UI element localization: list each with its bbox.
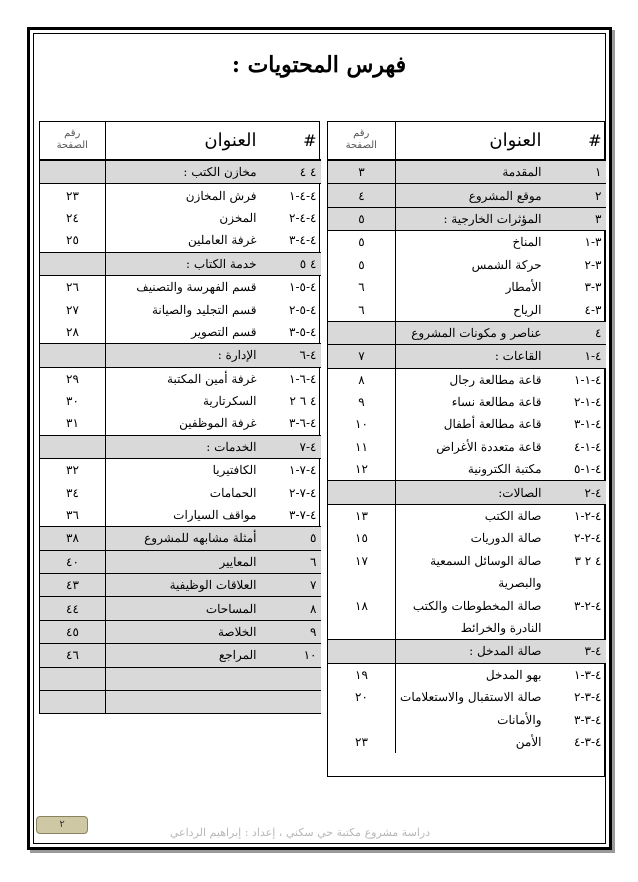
entry-number: ٣-٢ (584, 257, 602, 272)
entry-title: مخازن الكتب : (106, 160, 261, 184)
header-page: رقم الصفحة (40, 121, 106, 160)
toc-row (328, 345, 606, 368)
entry-number: ٤-٤-١ (289, 188, 317, 203)
entry-number: ٤-١-١ (574, 372, 602, 387)
toc-row (328, 527, 606, 549)
entry-number (546, 572, 606, 594)
entry-page: ٥ (328, 254, 396, 276)
toc-row (328, 391, 606, 413)
entry-number: ٥ (261, 527, 321, 550)
toc-row (40, 597, 321, 620)
entry-title: المناخ (512, 235, 542, 250)
entry-title: قاعة مطالعة رجال (449, 372, 542, 387)
toc-row (328, 413, 606, 435)
entry-number: ٤-٣-٣ (574, 712, 602, 727)
entry-title: المساحات (106, 597, 261, 620)
toc-row (40, 412, 321, 435)
entry-title: قسم التصوير (191, 324, 257, 339)
entry-title: قاعة مطالعة أطفال (443, 417, 542, 432)
toc-row (328, 550, 606, 572)
entry-page: ٤٤ (40, 597, 106, 620)
toc-row (328, 321, 606, 344)
entry-title: المخزن (219, 210, 257, 225)
toc-row (328, 184, 606, 207)
entry-title: صالة المدخل : (396, 640, 546, 663)
entry-title: والبصرية (498, 576, 542, 591)
entry-number (261, 667, 321, 690)
entry-page: ٢٧ (40, 298, 106, 320)
entry-number: ٤-٧-١ (289, 463, 317, 478)
entry-number: ٣ (546, 207, 606, 230)
entry-title: موقع المشروع (396, 184, 546, 207)
toc-row (40, 344, 321, 367)
toc-row (328, 298, 606, 321)
entry-title: صالة الوسائل السمعية (430, 553, 542, 568)
entry-title: الخلاصة (106, 620, 261, 643)
entry-page: ١٩ (328, 663, 396, 686)
header-num: # (261, 121, 321, 160)
entry-title: قسم التجليد والصيانة (151, 302, 257, 317)
entry-page: ٢٤ (40, 207, 106, 229)
entry-number: ٤ ٢ ٣ (574, 553, 602, 568)
entry-page: ١٧ (328, 550, 396, 572)
toc-row (40, 504, 321, 527)
entry-title: أمثلة مشابهه للمشروع (106, 527, 261, 550)
toc-row (40, 321, 321, 344)
entry-number: ١٠ (261, 644, 321, 667)
entry-number: ٤-٦-٣ (289, 416, 317, 431)
entry-number: ٤-٥-٢ (289, 302, 317, 317)
entry-number: ٤ ٦ ٢ (289, 394, 317, 409)
entry-page (328, 321, 396, 344)
toc-row (328, 254, 606, 276)
entry-title: عناصر و مكونات المشروع (396, 321, 546, 344)
entry-page: ٤٣ (40, 574, 106, 597)
toc-row (328, 594, 606, 616)
entry-title: غرفة أمين المكتبة (167, 371, 257, 386)
toc-row (40, 550, 321, 573)
entry-title: مواقف السيارات (173, 508, 257, 523)
entry-number: ٤-١ (546, 345, 606, 368)
toc-row (328, 160, 606, 184)
toc-row (40, 690, 321, 713)
toc-row (40, 367, 321, 390)
toc-row (328, 436, 606, 458)
entry-page: ٢٨ (40, 321, 106, 344)
toc-row (40, 275, 321, 298)
entry-page: ٣٤ (40, 481, 106, 503)
entry-title: بهو المدخل (485, 667, 542, 682)
entry-title: الحمامات (209, 485, 257, 500)
toc-row (40, 574, 321, 597)
entry-number: ١ (546, 160, 606, 184)
entry-number: ٤-١-٢ (574, 395, 602, 410)
toc-row (328, 572, 606, 594)
entry-title: حركة الشمس (471, 257, 542, 272)
toc-row (40, 298, 321, 320)
toc-row (328, 231, 606, 254)
entry-number: ٤-١-٥ (574, 462, 602, 477)
entry-title (106, 667, 261, 690)
entry-title: الرياح (513, 302, 542, 317)
entry-title: المعايير (106, 550, 261, 573)
entry-page: ٣٢ (40, 459, 106, 482)
entry-page: ٤٦ (40, 644, 106, 667)
entry-page: ٢٣ (328, 731, 396, 753)
entry-number: ٤-٤-٣ (289, 233, 317, 248)
entry-number: ٤-٧-٣ (289, 508, 317, 523)
entry-page: ٦ (328, 276, 396, 298)
entry-number: ٤-٧ (261, 435, 321, 458)
entry-page (328, 708, 396, 730)
entry-number: ٤-٣-١ (574, 667, 602, 682)
entry-number: ٩ (261, 620, 321, 643)
entry-title: قسم الفهرسة والتصنيف (136, 280, 257, 295)
toc-row (328, 663, 606, 686)
toc-row (328, 276, 606, 298)
toc-row (328, 731, 606, 753)
toc-row (40, 184, 321, 207)
entry-title: المقدمة (396, 160, 546, 184)
toc-row (328, 458, 606, 481)
entry-number: ٤-٤-٢ (289, 210, 317, 225)
entry-title: الكافتيريا (212, 463, 257, 478)
entry-title: فرش المخازن (185, 188, 257, 203)
entry-title: صالة الدوريات (470, 531, 542, 546)
entry-page (40, 252, 106, 275)
page-number-badge: ٢ (36, 816, 88, 834)
toc-row (328, 368, 606, 391)
entry-page: ٥ (328, 231, 396, 254)
entry-title: والأمانات (497, 712, 542, 727)
entry-page: ١٨ (328, 594, 396, 616)
entry-number: ٦ (261, 550, 321, 573)
entry-page: ١٠ (328, 413, 396, 435)
toc-row (40, 644, 321, 667)
toc-row (40, 390, 321, 412)
entry-number: ٤-٢-٣ (574, 598, 602, 613)
entry-page: ١٢ (328, 458, 396, 481)
toc-row (328, 617, 606, 640)
entry-page: ٣٨ (40, 527, 106, 550)
entry-title (106, 690, 261, 713)
entry-title: غرفة الموظفين (179, 416, 257, 431)
entry-page: ٤٠ (40, 550, 106, 573)
toc-row (40, 481, 321, 503)
entry-page: ٤ (328, 184, 396, 207)
entry-page (40, 435, 106, 458)
entry-number: ٣-٤ (584, 302, 602, 317)
entry-page: ٩ (328, 391, 396, 413)
entry-page: ١١ (328, 436, 396, 458)
page-title: فهرس المحتويات : (231, 52, 407, 78)
toc-row (328, 481, 606, 504)
entry-number (546, 617, 606, 640)
header-title: العنوان (396, 121, 546, 160)
entry-title: مكتبة الكترونية (467, 462, 542, 477)
entry-number: ٧ (261, 574, 321, 597)
entry-page: ١٣ (328, 504, 396, 527)
entry-page: ٢٠ (328, 686, 396, 708)
entry-title: الإدارة : (106, 344, 261, 367)
header-num: # (546, 121, 606, 160)
entry-number: ٤-٦ (261, 344, 321, 367)
entry-title: الأمن (515, 734, 542, 749)
entry-page: ٤٥ (40, 620, 106, 643)
toc-row (40, 207, 321, 229)
entry-page (40, 667, 106, 690)
entry-page: ٧ (328, 345, 396, 368)
entry-number: ٤ (546, 321, 606, 344)
entry-title: قاعة مطالعة نساء (451, 395, 542, 410)
entry-number: ٤-٣-٢ (574, 690, 602, 705)
toc-table-right (327, 121, 606, 753)
entry-title: صالة الاستقبال والاستعلامات (400, 690, 542, 705)
entry-number: ٢ (546, 184, 606, 207)
toc-row (328, 207, 606, 230)
entry-page (40, 344, 106, 367)
entry-page: ٦ (328, 298, 396, 321)
entry-page: ٢٣ (40, 184, 106, 207)
entry-number (261, 690, 321, 713)
toc-row (328, 686, 606, 708)
entry-title: خدمة الكتاب : (106, 252, 261, 275)
entry-page (40, 160, 106, 184)
entry-number: ٤-٥-٣ (289, 324, 317, 339)
toc-row (40, 229, 321, 252)
entry-number: ٤-٥-١ (289, 280, 317, 295)
entry-number: ٨ (261, 597, 321, 620)
entry-title: صالة الكتب (484, 509, 542, 524)
entry-title: الصالات: (396, 481, 546, 504)
table-header-row (40, 121, 321, 160)
toc-row (328, 640, 606, 663)
entry-number: ٣-١ (584, 235, 602, 250)
entry-title: السكرتارية (202, 394, 257, 409)
entry-number: ٤-٢-١ (574, 509, 602, 524)
entry-page (328, 640, 396, 663)
entry-title: غرفة العاملين (188, 233, 257, 248)
entry-page: ٢٩ (40, 367, 106, 390)
toc-row (328, 504, 606, 527)
entry-number: ٤-١-٣ (574, 417, 602, 432)
entry-title: العلاقات الوظيفية (106, 574, 261, 597)
entry-title: المراجع (106, 644, 261, 667)
header-page: رقم الصفحة (328, 121, 396, 160)
toc-row (40, 435, 321, 458)
entry-number: ٤ ٤ (261, 160, 321, 184)
entry-number: ٤-٢-٢ (574, 531, 602, 546)
toc-row (40, 667, 321, 690)
header-title: العنوان (106, 121, 261, 160)
entry-title: النادرة والخرائط (460, 621, 542, 635)
entry-page: ٥ (328, 207, 396, 230)
footer-credit: دراسة مشروع مكتبة حي سكني ، إعداد : إبراهيم الرداعي (169, 826, 431, 839)
entry-page: ٢٦ (40, 275, 106, 298)
entry-title: قاعة متعددة الأغراض (436, 439, 542, 454)
table-header-row (328, 121, 606, 160)
entry-page: ١٥ (328, 527, 396, 549)
entry-title: الأمطار (505, 280, 542, 295)
entry-number: ٤-٦-١ (289, 371, 317, 386)
entry-page: ٣٠ (40, 390, 106, 412)
toc-row (40, 160, 321, 184)
entry-number: ٤-٧-٢ (289, 485, 317, 500)
toc-row (40, 459, 321, 482)
entry-number: ٤ ٥ (261, 252, 321, 275)
entry-page: ٣ (328, 160, 396, 184)
entry-number: ٤-٣ (546, 640, 606, 663)
toc-row (40, 620, 321, 643)
entry-title: القاعات : (396, 345, 546, 368)
entry-title: صالة المخطوطات والكتب (412, 598, 542, 613)
entry-page (328, 481, 396, 504)
entry-page: ٣٦ (40, 504, 106, 527)
entry-title: المؤثرات الخارجية : (396, 207, 546, 230)
toc-row (328, 708, 606, 730)
entry-page: ٣١ (40, 412, 106, 435)
entry-page (328, 572, 396, 594)
toc-table-left (39, 121, 321, 714)
entry-title: الخدمات : (106, 435, 261, 458)
toc-row (40, 527, 321, 550)
entry-page: ٢٥ (40, 229, 106, 252)
entry-page: ٨ (328, 368, 396, 391)
entry-number: ٤-٢ (546, 481, 606, 504)
entry-number: ٤-٣-٤ (574, 734, 602, 749)
entry-number: ٣-٣ (584, 280, 602, 295)
entry-number: ٤-١-٤ (574, 439, 602, 454)
entry-page (40, 690, 106, 713)
toc-row (40, 252, 321, 275)
entry-page (328, 617, 396, 640)
